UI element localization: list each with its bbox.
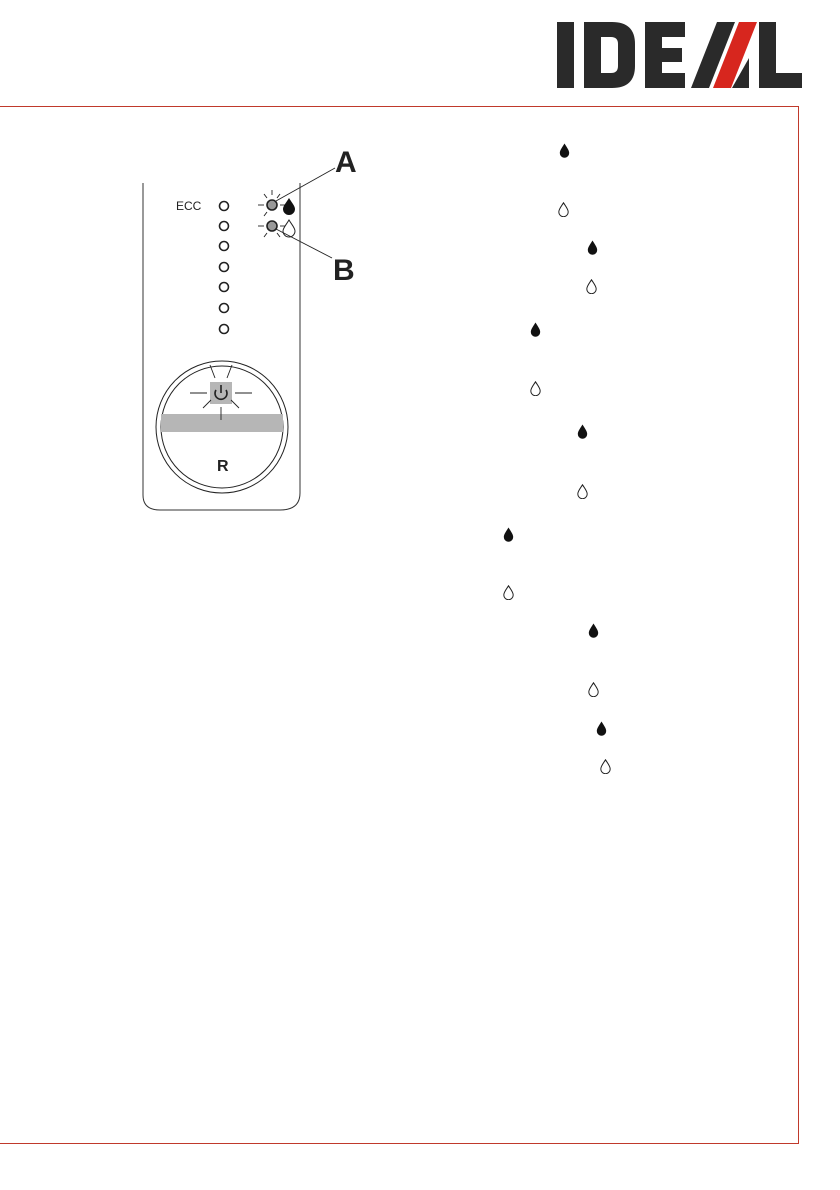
ecc-label: ECC [176, 199, 202, 213]
indicator-b [258, 221, 286, 237]
drop-filled-icon [530, 322, 541, 337]
drop-filled-icon [596, 721, 607, 736]
control-panel-diagram [130, 135, 370, 515]
drop-empty-icon [530, 381, 541, 396]
content-frame [0, 106, 799, 1144]
led-5 [220, 283, 229, 292]
drop-filled-icon [577, 424, 588, 439]
drop-filled-icon [559, 143, 570, 158]
drop-empty-icon [283, 220, 295, 237]
drop-empty-icon [586, 279, 597, 294]
led-3 [220, 242, 229, 251]
dial-label: R [217, 458, 229, 475]
callout-a: A [335, 146, 357, 179]
led-6 [220, 304, 229, 313]
led-column [220, 202, 229, 334]
drop-empty-icon [503, 585, 514, 600]
drop-filled-icon [503, 527, 514, 542]
ideal-logo [557, 22, 802, 88]
led-4 [220, 263, 229, 272]
dial-band [161, 414, 283, 432]
drop-filled-icon [587, 240, 598, 255]
drop-filled-icon [283, 198, 295, 215]
reset-dial [156, 361, 288, 493]
led-1 [220, 202, 229, 211]
led-7 [220, 325, 229, 334]
indicator-a [258, 190, 286, 216]
callout-line-b [276, 229, 332, 258]
drop-empty-icon [558, 202, 569, 217]
callout-b: B [333, 254, 355, 287]
callout-line-a [276, 168, 335, 201]
led-2 [220, 222, 229, 231]
drop-empty-icon [600, 759, 611, 774]
drop-filled-icon [588, 623, 599, 638]
drop-empty-icon [588, 682, 599, 697]
drop-empty-icon [577, 484, 588, 499]
